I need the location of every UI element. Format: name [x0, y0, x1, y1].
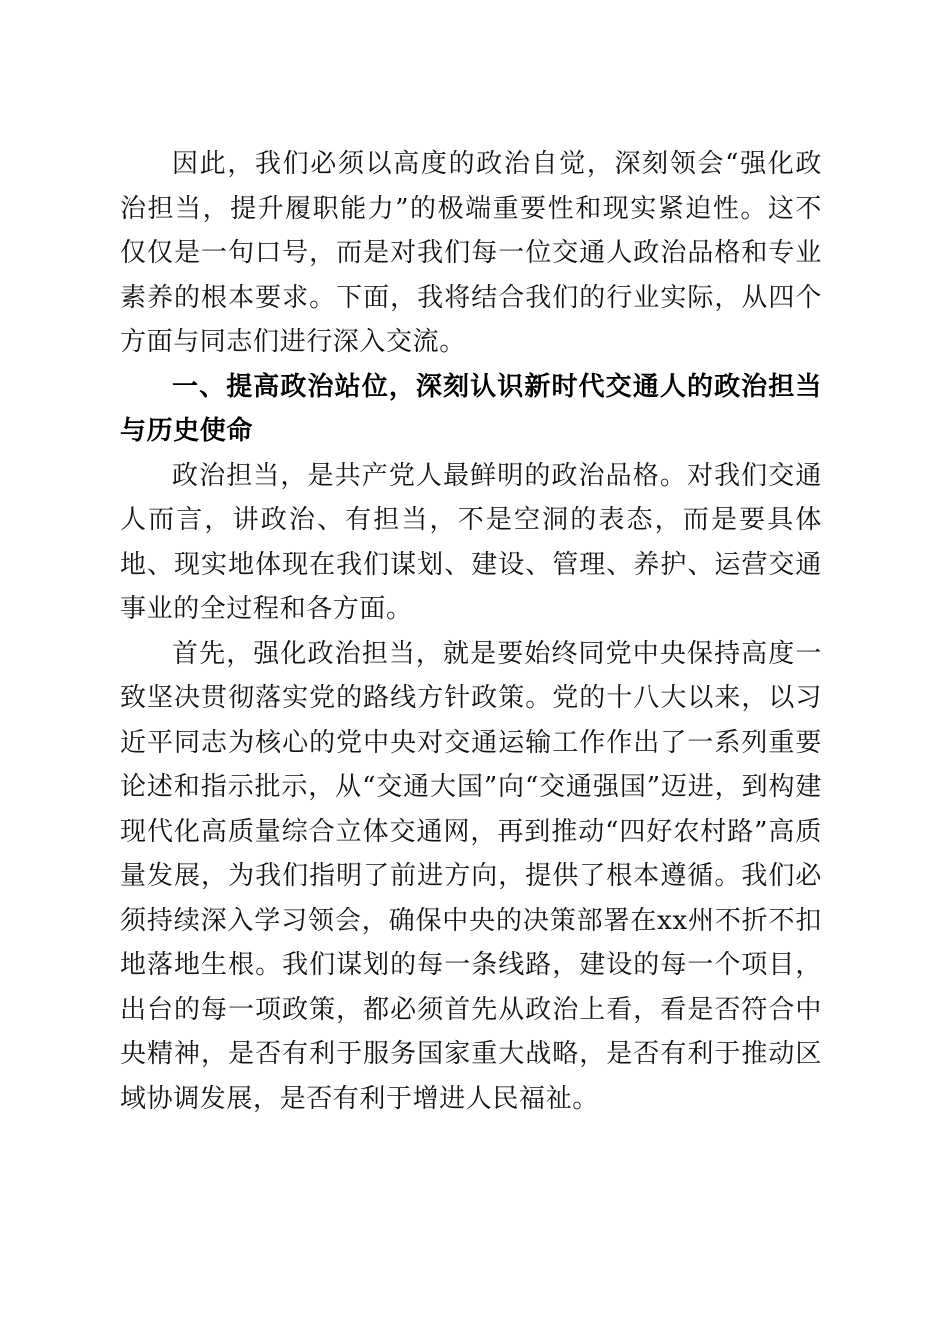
paragraph-intro: 因此，我们必须以高度的政治自觉，深刻领会“强化政治担当，提升履职能力”的极端重要性和现实紧迫性。这不仅仅是一句口号，而是对我们每一位交通人政治品格和专业素养的根本要求。下面，我将结合我们的行业实际，从四个方面与同志们进行深入交流。: [120, 149, 822, 357]
document-body: [120, 142, 822, 1121]
paragraph-first-point: 首先，强化政治担当，就是要始终同党中央保持高度一致坚决贯彻落实党的路线方针政策。党的十八大以来，以习近平同志为核心的党中央对交通运输工作作出了一系列重要论述和指示批示，从“交通大国”向“交通强国”迈进，到构建现代化高质量综合立体交通网，再到推动“四好农村路”高质量发展，为我们指明了前进方向，提供了根本遵循。我们必须持续深入学习领会，确保中央的决策部署在xx州不折不扣地落地生根。我们谋划的每一条线路，建设的每一个项目，出台的每一项政策，都必须首先从政治上看，看是否符合中央精神，是否有利于服务国家重大战略，是否有利于推动区域协调发展，是否有利于增进人民福祉。: [120, 638, 822, 1114]
paragraph-political-responsibility: 政治担当，是共产党人最鲜明的政治品格。对我们交通人而言，讲政治、有担当，不是空洞的表态，而是要具体地、现实地体现在我们谋划、建设、管理、养护、运营交通事业的全过程和各方面。: [120, 460, 822, 624]
section-heading-1: 一、提高政治站位，深刻认识新时代交通人的政治担当与历史使命: [120, 371, 822, 446]
